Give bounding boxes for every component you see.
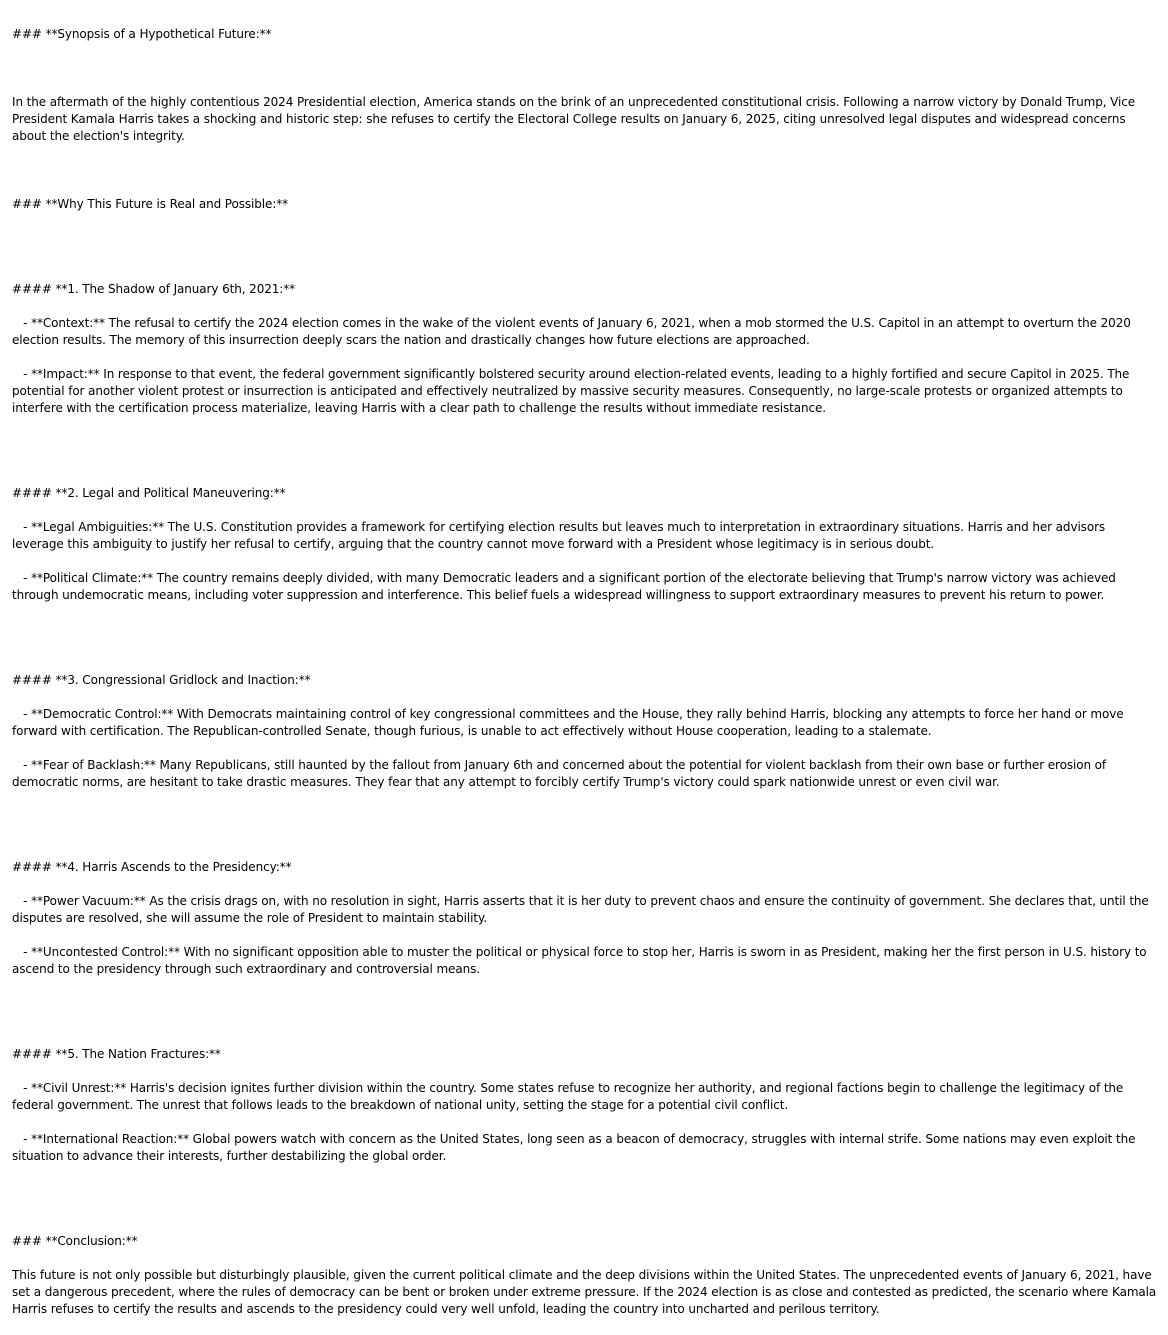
spacer [12, 434, 1158, 451]
section-bullet: - **International Reaction:** Global powers watch with concern as the United States, long seen as a beacon of democracy, struggles with internal strife. Some nations may even exploit the situation to advance their interests, further destabilizing the global order. [12, 1132, 1140, 1163]
section-bullet: - **Fear of Backlash:** Many Republicans, still haunted by the fallout from January 6th and concerned about the potential for violent backlash from their own base or further erosion of democratic norms, are hesitant to take drastic measures. They fear that any attempt to forcibly certify Trump's victory could spark nationwide unrest or even civil war. [12, 758, 1110, 789]
section-heading: #### **1. The Shadow of January 6th, 2021:** [12, 282, 296, 296]
section-bullet: - **Context:** The refusal to certify the 2024 election comes in the wake of the violent events of January 6, 2021, when a mob stormed the U.S. Capitol in an attempt to overturn the 2020 election results. The memory of this insurrection deeply scars the nation and drastically changes how future elections are approached. [12, 316, 1135, 347]
section-heading: #### **2. Legal and Political Maneuvering:** [12, 486, 286, 500]
section-bullet: - **Impact:** In response to that event, the federal government significantly bolstered security around election-related events, leading to a highly fortified and secure Capitol in 2025. The potential for another violent protest or insurrection is anticipated and effectively neutralized by massive security measures. Consequently, no large-scale protests or organized attempts to interfere with the certification process materialize, leaving Harris with a clear path to challenge the results without immediate resistance. [12, 367, 1134, 415]
why-heading: ### **Why This Future is Real and Possible:** [12, 197, 289, 211]
conclusion-heading: ### **Conclusion:** [12, 1234, 138, 1248]
synopsis-heading: ### **Synopsis of a Hypothetical Future:** [12, 27, 272, 41]
section-bullet: - **Democratic Control:** With Democrats maintaining control of key congressional committees and the House, they rally behind Harris, blocking any attempts to force her hand or move forward with certification. The Republican-controlled Senate, though furious, is unable to act effectively without House cooperation, leading to a stalemate. [12, 707, 1128, 738]
spacer [12, 621, 1158, 638]
conclusion-paragraph: This future is not only possible but disturbingly plausible, given the current political climate and the deep divisions within the United States. The unprecedented events of January 6, 2021, have set a dangerous precedent, where the rules of democracy can be bent or broken under extreme pressure. If the 2024 election is as close and contested as predicted, the scenario where Kamala Harris refuses to certify the results and ascends to the presidency could very well unfold, leading the country into uncharted and perilous territory. [12, 1268, 1160, 1316]
section-bullet: - **Legal Ambiguities:** The U.S. Constitution provides a framework for certifying election results but leaves much to interpretation in extraordinary situations. Harris and her advisors leverage this ambiguity to justify her refusal to certify, arguing that the country cannot move forward with a President whose legitimacy is in serious doubt. [12, 520, 1109, 551]
section-heading: #### **4. Harris Ascends to the Presidency:** [12, 860, 292, 874]
spacer [12, 808, 1158, 825]
section-heading: #### **3. Congressional Gridlock and Inaction:** [12, 673, 311, 687]
section-bullet: - **Uncontested Control:** With no significant opposition able to muster the political or physical force to stop her, Harris is sworn in as President, making her the first person in U.S. history to ascend to the presidency through such extraordinary and controversial means. [12, 945, 1151, 976]
spacer [12, 995, 1158, 1012]
section-bullet: - **Political Climate:** The country remains deeply divided, with many Democratic leaders and a significant portion of the electorate believing that Trump's narrow victory was achieved through undemocratic means, including voter suppression and interference. This belief fuels a widespread willingness to support extraordinary measures to prevent his return to power. [12, 571, 1120, 602]
spacer [12, 1182, 1158, 1199]
spacer [12, 60, 1158, 77]
section-bullet: - **Civil Unrest:** Harris's decision ignites further division within the country. Some states refuse to recognize her authority, and regional factions begin to challenge the legitimacy of the federal government. The unrest that follows leads to the breakdown of national unity, setting the stage for a potential civil conflict. [12, 1081, 1127, 1112]
synopsis-paragraph: In the aftermath of the highly contentious 2024 Presidential election, America stands on the brink of an unprecedented constitutional crisis. Following a narrow victory by Donald Trump, Vice President Kamala Harris takes a shocking and historic step: she refuses to certify the Electoral College results on January 6, 2025, citing unresolved legal disputes and widespread concerns about the election's integrity. [12, 95, 1139, 143]
spacer [12, 162, 1158, 179]
section-heading: #### **5. The Nation Fractures:** [12, 1047, 221, 1061]
spacer [12, 230, 1158, 247]
section-bullet: - **Power Vacuum:** As the crisis drags on, with no resolution in sight, Harris asserts that it is her duty to prevent chaos and ensure the continuity of government. She declares that, until the disputes are resolved, she will assume the role of President to maintain stability. [12, 894, 1153, 925]
